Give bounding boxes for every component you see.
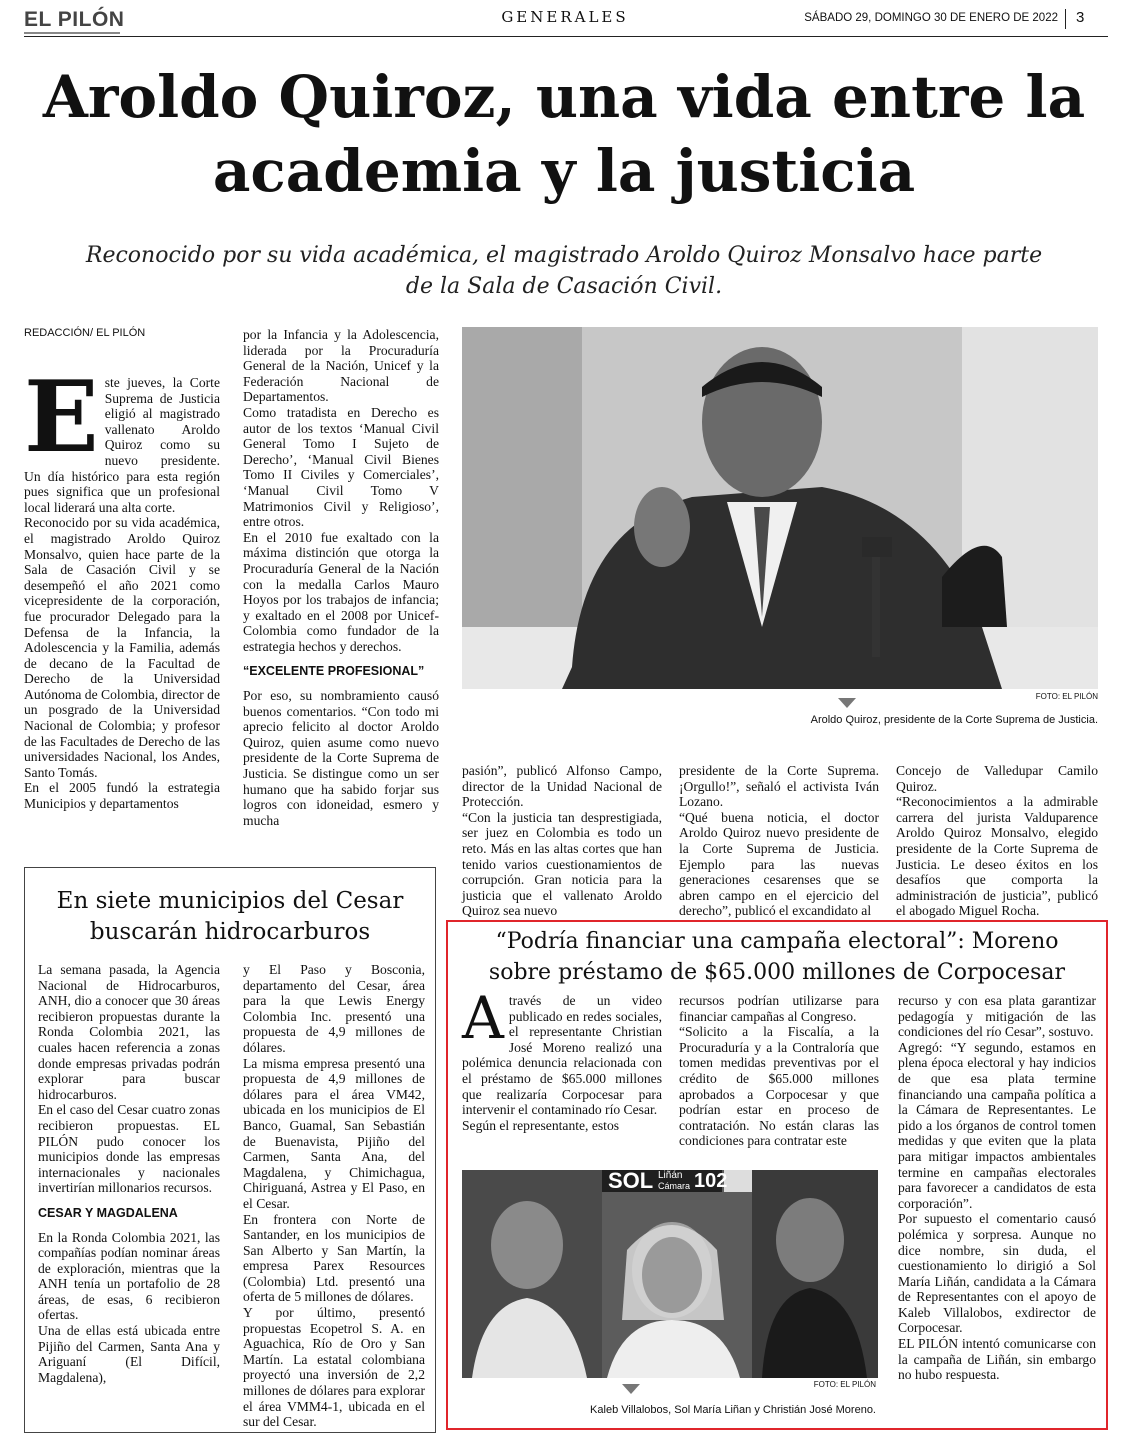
main-article-col-2 <box>243 327 439 850</box>
paragraph: “Reconocimientos a la admirable carrera del jurista Valduparence Aroldo Quiroz Monsalvo, elegido presidente de la Corte Suprema de Justicia. Le deseo éxitos en los desafíos que comporta la administración de justicia”, publicó el abogado Miguel Rocha. <box>896 794 1098 919</box>
moreno-col-1 <box>462 984 662 1151</box>
section-label: GENERALES <box>501 8 629 26</box>
paragraph: Según el representante, estos <box>462 1117 620 1133</box>
headline-line-2: buscarán hidrocarburos <box>89 919 371 945</box>
paragraph: recurso y con esa plata garantizar pedagogía y mitigación de las condiciones del río Cesar”, sostuvo. <box>898 993 1096 1040</box>
campaign-sign: SOL <box>608 1168 654 1193</box>
paragraph: EL PILÓN intentó comunicarse con la campaña de Liñán, sin embargo no hubo respuesta. <box>898 1336 1096 1383</box>
caption-pointer <box>838 698 856 708</box>
paragraph: En el 2005 fundó la estrategia Municipios y departamentos <box>24 780 220 812</box>
paragraph: Como tratadista en Derecho es autor de los textos ‘Manual Civil General Tomo I Sujeto de Derecho’, ‘Manual Civil Bienes Tomo II Civiles y Comerciales’, ‘Manual Civil Tomo V Matrimonios Civil y Religioso’, entre otros. <box>243 404 439 530</box>
paragraph: Concejo de Valledupar Camilo Quiroz. <box>896 763 1098 794</box>
issue-date: SÁBADO 29, DOMINGO 30 DE ENERO DE 2022 <box>804 12 1058 24</box>
campaign-number: 102 <box>694 1170 728 1192</box>
masthead-rule <box>24 36 1108 37</box>
paragraph: Por supuesto el comentario causó polémica y sorpresa. Aunque no dice nombre, sin duda, el cuestionamiento lo dirigió a Sol María Liñán, candidata a la Cámara de Representantes con el apoyo de Kaleb Villalobos, exdirector de Corpocesar. <box>898 1211 1096 1336</box>
headline-line-2: sobre préstamo de $65.000 millones de Corpocesar <box>488 960 1066 985</box>
main-article-col-4 <box>679 763 879 919</box>
headline-line-1: Aroldo Quiroz, una vida entre la <box>42 63 1086 131</box>
logo-underline <box>24 32 120 34</box>
paragraph: “Qué buena noticia, el doctor Aroldo Quiroz nuevo presidente de la Corte Suprema de Justicia. Ejemplo para las nuevas generaciones cesarenses que se abren campo en el ejercicio del derecho”, publicó el excandidato al <box>679 809 879 919</box>
byline: REDACCIÓN/ EL PILÓN <box>24 327 146 339</box>
paragraph: y El Paso y Bosconia, departamento del Cesar, área para la que Lewis Energy Colombia Inc. presentó una propuesta de 4,9 millones de dólares. <box>243 962 425 1055</box>
paragraph: En la Ronda Colombia 2021, las compañías podían nominar áreas de exploración, mientras que la ANH tenía un portafolio de 28 áreas, de esas, 6 recibieron ofertas. <box>38 1229 220 1323</box>
paragraph: “Solicito a la Fiscalía, a la Procuraduría y a la Contraloría que tomen medidas preventivas por el crédito de $65.000 millones aprobados a Corpocesar y que podrían estar en proceso de contratación. No están claras las condiciones para contratar este <box>679 1024 879 1149</box>
paragraph: presidente de la Corte Suprema. ¡Orgullo!”, señaló el activista Iván Lozano. <box>679 763 879 810</box>
campaign-sign-name: Liñán <box>658 1170 683 1181</box>
paragraph: través de un video publicado en redes sociales, el representante Christian José Moreno realizó una polémica denuncia relacionada con el préstamo de $65.000 millones que realizaría Corpocesar para intervenir el contaminado río Cesar. <box>462 993 662 1118</box>
paragraph: La semana pasada, la Agencia Nacional de Hidrocarburos, ANH, dio a conocer que 30 áreas recibieron propuestas durante la Ronda Colombia 2021, las cuales hacen referencia a zonas donde empresas privadas podrán explorar para buscar hidrocarburos. <box>38 962 220 1102</box>
paragraph: Agregó: “Y segundo, estamos en plena época electoral y hay indicios de que esa plata termine financiando una campaña política a la Cámara de Representantes. Le pido a los órganos de control tomen medidas y que eviten que la plata para mitigar impactos ambientales termine en campañas electorales para favorecer a candidatos de esta corporación”. <box>898 1039 1096 1211</box>
paragraph: La misma empresa presentó una propuesta de 4,9 millones de dólares para el área VM42, ubicada en los municipios de El Banco, Guamal, San Sebastián de Buenavista, Pijiño del Carmen, Santa Ana, del Magdalena, y Chimichagua, Chiriguaná, Astrea y El Paso, en el Cesar. <box>243 1055 425 1211</box>
date-divider <box>1065 9 1066 29</box>
paragraph: “Con la justicia tan desprestigiada, ser juez en Colombia es todo un reto. Más en las altas cortes que han tenido varios cuestionamientos de corrupción. Gran noticia para la justicia que el vallenato Aroldo Quiroz sea nuevo <box>462 809 662 919</box>
dropcap: A <box>462 984 504 1052</box>
paragraph: recursos podrían utilizarse para financiar campañas al Congreso. <box>679 993 879 1024</box>
headline-line-1: En siete municipios del Cesar <box>56 888 404 914</box>
main-article-col-3 <box>462 763 662 919</box>
paragraph: Y por último, presentó propuestas Ecopetrol S. A. en Aguachica, Río de Oro y San Martín. La estatal colombiana proyectó una inversión de 2,2 millones de dólares para explorar el área VMM4-1, ubicada en el sur del Cesar. <box>243 1305 425 1430</box>
paragraph: ste jueves, la Corte Suprema de Justicia eligió al magistrado vallenato Aroldo Quiroz como su nuevo presidente. Un día histórico para esta región pues significa que un profesional local liderará una alta corte. <box>24 375 220 515</box>
paragraph: por la Infancia y la Adolescencia, liderada por la Procuraduría General de la Nación, Unicef y la Federación Nacional de Departamentos. <box>243 327 439 405</box>
caption-pointer <box>622 1384 640 1394</box>
photo-caption: Kaleb Villalobos, Sol María Liñan y Christián José Moreno. <box>590 1404 876 1416</box>
moreno-headline <box>446 926 1108 988</box>
photo-caption: Aroldo Quiroz, presidente de la Corte Suprema de Justicia. <box>810 714 1098 726</box>
main-headline <box>0 60 1128 208</box>
hydrocarbons-col-2 <box>243 962 425 1430</box>
hydrocarbons-col-1 <box>38 962 220 1420</box>
main-article-col-5 <box>896 763 1098 919</box>
headline-line-2: academia y la justicia <box>212 137 916 205</box>
hydrocarbons-headline <box>24 886 436 948</box>
main-article-col-1 <box>24 360 220 850</box>
trio-photo <box>462 1170 878 1378</box>
paragraph: Por eso, su nombramiento causó buenos comentarios. “Con todo mi aprecio felicito al doctor Aroldo Quiroz, quien asume como nuevo presidente de la Corte Suprema de Justicia. Se distingue como un ser humano que ha sabido forjar sus logros con idoneidad, esmero y mucha <box>243 688 439 828</box>
logo: EL PILÓN <box>24 8 125 31</box>
paragraph: En el caso del Cesar cuatro zonas recibieron propuestas. EL PILÓN pudo conocer los municipios donde las empresas internacionales y nacionales invertirían millonarios recursos. <box>38 1102 220 1196</box>
campaign-sign-chamber: Cámara <box>658 1181 691 1191</box>
paragraph: Una de ellas está ubicada entre Pijiño del Carmen, Santa Ana y Ariguaní (El Difícil, Magdalena), <box>38 1323 220 1385</box>
moreno-col-2 <box>679 993 879 1151</box>
dropcap: E <box>24 360 99 475</box>
main-deck <box>0 240 1128 302</box>
photo-credit: FOTO: EL PILÓN <box>813 1380 876 1389</box>
page-number: 3 <box>1076 9 1085 26</box>
paragraph: pasión”, publicó Alfonso Campo, director de la Unidad Nacional de Protección. <box>462 763 662 810</box>
subheading: “EXCELENTE PROFESIONAL” <box>243 664 425 679</box>
trio-illustration <box>462 1170 878 1378</box>
photo-credit: FOTO: EL PILÓN <box>1035 692 1098 701</box>
quiroz-photo <box>462 327 1098 689</box>
headline-line-1: “Podría financiar una campaña electoral”: Moreno <box>495 929 1059 954</box>
deck-line-1: Reconocido por su vida académica, el magistrado Aroldo Quiroz Monsalvo hace parte <box>85 243 1043 268</box>
subheading: CESAR Y MAGDALENA <box>38 1205 178 1220</box>
paragraph: En frontera con Norte de Santander, en los municipios de San Alberto y San Martín, la empresa Parex Resources (Colombia) Ltd. presentó una oferta de 5 millones de dólares. <box>243 1211 425 1305</box>
moreno-col-3 <box>898 993 1096 1421</box>
portrait-illustration <box>462 327 1098 689</box>
paragraph: En el 2010 fue exaltado con la máxima distinción que otorga la Procuraduría General de la Nación con la medalla Carlos Mauro Hoyos por los trabajos de infancia; y exaltado en el 2008 por Unicef-Colombia como fundador de la estrategia hechos y derechos. <box>243 529 439 654</box>
deck-line-2: de la Sala de Casación Civil. <box>405 274 723 299</box>
paragraph: Reconocido por su vida académica, el magistrado Aroldo Quiroz Monsalvo, quien hace parte de la Sala de Casación Civil y se desempeñó el año 2021 como vicepresidente de la corporación, fue procurador Delegado para la Defensa de la Infancia, la Adolescencia y la Familia, además de decano de la Facultad de Derecho de la Universidad Autónoma de Colombia, director de un posgrado de la Universidad Nacional de Colombia; y profesor de las Facultades de Derecho de las universidades Nacional, los Andes, Santo Tomás. <box>24 515 220 780</box>
